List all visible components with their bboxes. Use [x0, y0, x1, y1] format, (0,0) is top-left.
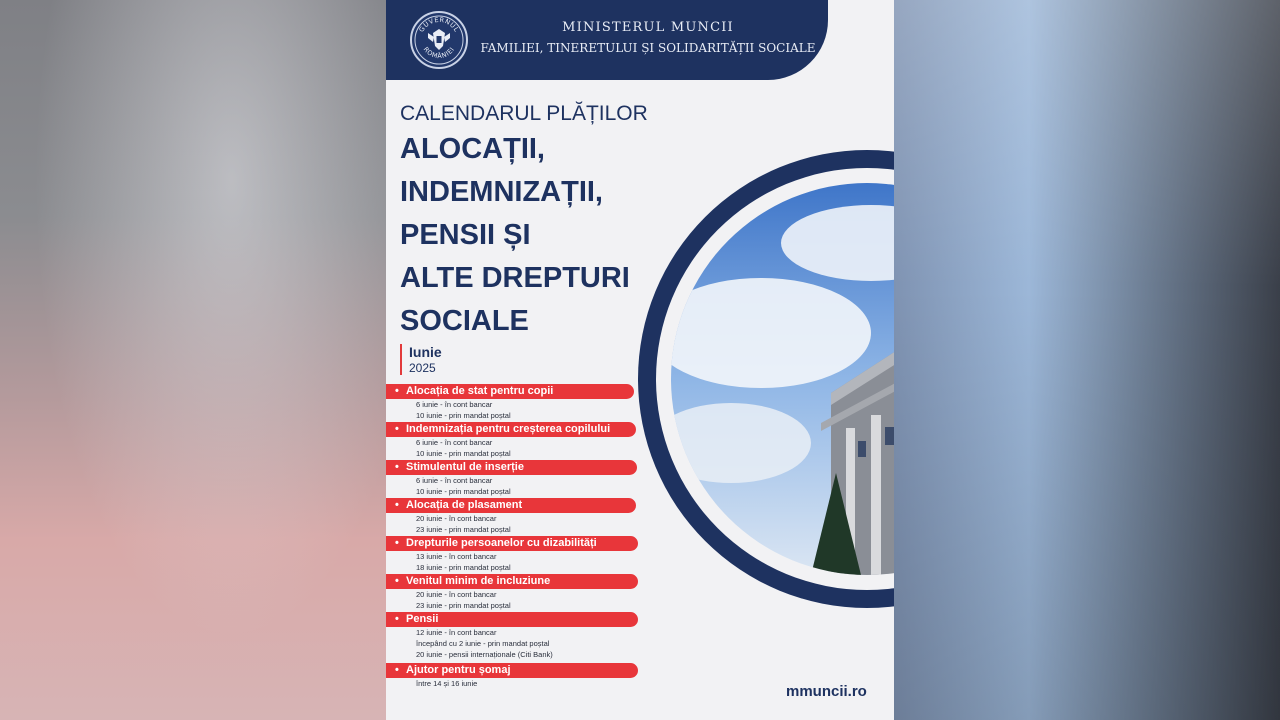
payment-title: • Pensii — [386, 612, 638, 627]
period-year: 2025 — [409, 361, 436, 375]
list-item — [386, 536, 646, 573]
payment-date: 20 iunie - în cont bancar — [416, 590, 497, 599]
payment-date: 10 iunie - prin mandat poștal — [416, 411, 511, 420]
list-item — [386, 663, 646, 689]
payment-date: începând cu 2 iunie - prin mandat poștal — [416, 639, 550, 648]
period-month: Iunie — [409, 344, 442, 360]
payment-date: 13 iunie - în cont bancar — [416, 552, 497, 561]
list-item — [386, 574, 646, 611]
list-item — [386, 498, 646, 535]
payment-date: 20 iunie - în cont bancar — [416, 514, 497, 523]
coat-of-arms-icon — [410, 11, 468, 69]
payment-date: 23 iunie - prin mandat poștal — [416, 525, 511, 534]
payment-date: 10 iunie - prin mandat poștal — [416, 449, 511, 458]
payment-date: 12 iunie - în cont bancar — [416, 628, 497, 637]
ministry-name — [478, 20, 818, 55]
list-item — [386, 612, 646, 660]
list-item — [386, 460, 646, 497]
payment-calendar-poster — [386, 0, 894, 720]
payment-date: 10 iunie - prin mandat poștal — [416, 487, 511, 496]
payment-date: între 14 și 16 iunie — [416, 679, 478, 688]
payment-title: • Drepturile persoanelor cu dizabilități — [386, 536, 638, 551]
poster-header — [386, 0, 828, 80]
poster-title — [400, 128, 630, 343]
period — [400, 344, 442, 375]
payment-title: • Alocația de stat pentru copii — [386, 384, 634, 399]
payment-title: • Indemnizația pentru creșterea copilului — [386, 422, 636, 437]
blurred-background-right — [894, 0, 1280, 720]
payment-title: • Venitul minim de incluziune — [386, 574, 638, 589]
payment-title: • Alocația de plasament — [386, 498, 636, 513]
poster-title-line: SOCIALE — [400, 305, 529, 337]
poster-title-line: ALOCAȚII, — [400, 133, 545, 165]
ministry-name-line1: MINISTERUL MUNCII — [562, 20, 734, 35]
payment-date: 6 iunie - în cont bancar — [416, 476, 493, 485]
payment-title: • Stimulentul de inserție — [386, 460, 637, 475]
payment-date: 20 iunie - pensii internaționale (Citi Bank) — [416, 650, 553, 659]
calendar-heading: CALENDARUL PLĂȚILOR — [400, 102, 648, 125]
payment-date: 18 iunie - prin mandat poștal — [416, 563, 511, 572]
payment-date: 6 iunie - în cont bancar — [416, 438, 493, 447]
payments-list — [386, 384, 646, 689]
payment-date: 6 iunie - în cont bancar — [416, 400, 493, 409]
payment-title: • Ajutor pentru șomaj — [386, 663, 638, 678]
poster-title-line: INDEMNIZAȚII, — [400, 176, 603, 208]
list-item — [386, 422, 646, 459]
payment-date: 23 iunie - prin mandat poștal — [416, 601, 511, 610]
ministry-name-line2: FAMILIEI, TINERETULUI ȘI SOLIDARITĂȚII SOCIALE — [480, 41, 816, 55]
poster-title-line: PENSII ȘI — [400, 219, 531, 251]
list-item — [386, 384, 646, 421]
website-link[interactable]: mmuncii.ro — [786, 683, 867, 700]
svg-text:ROMÂNIEI: ROMÂNIEI — [421, 45, 457, 61]
blurred-background-left — [0, 0, 386, 720]
svg-text:GUVERNUL: GUVERNUL — [417, 15, 461, 34]
poster-title-line: ALTE DREPTURI — [400, 262, 630, 294]
